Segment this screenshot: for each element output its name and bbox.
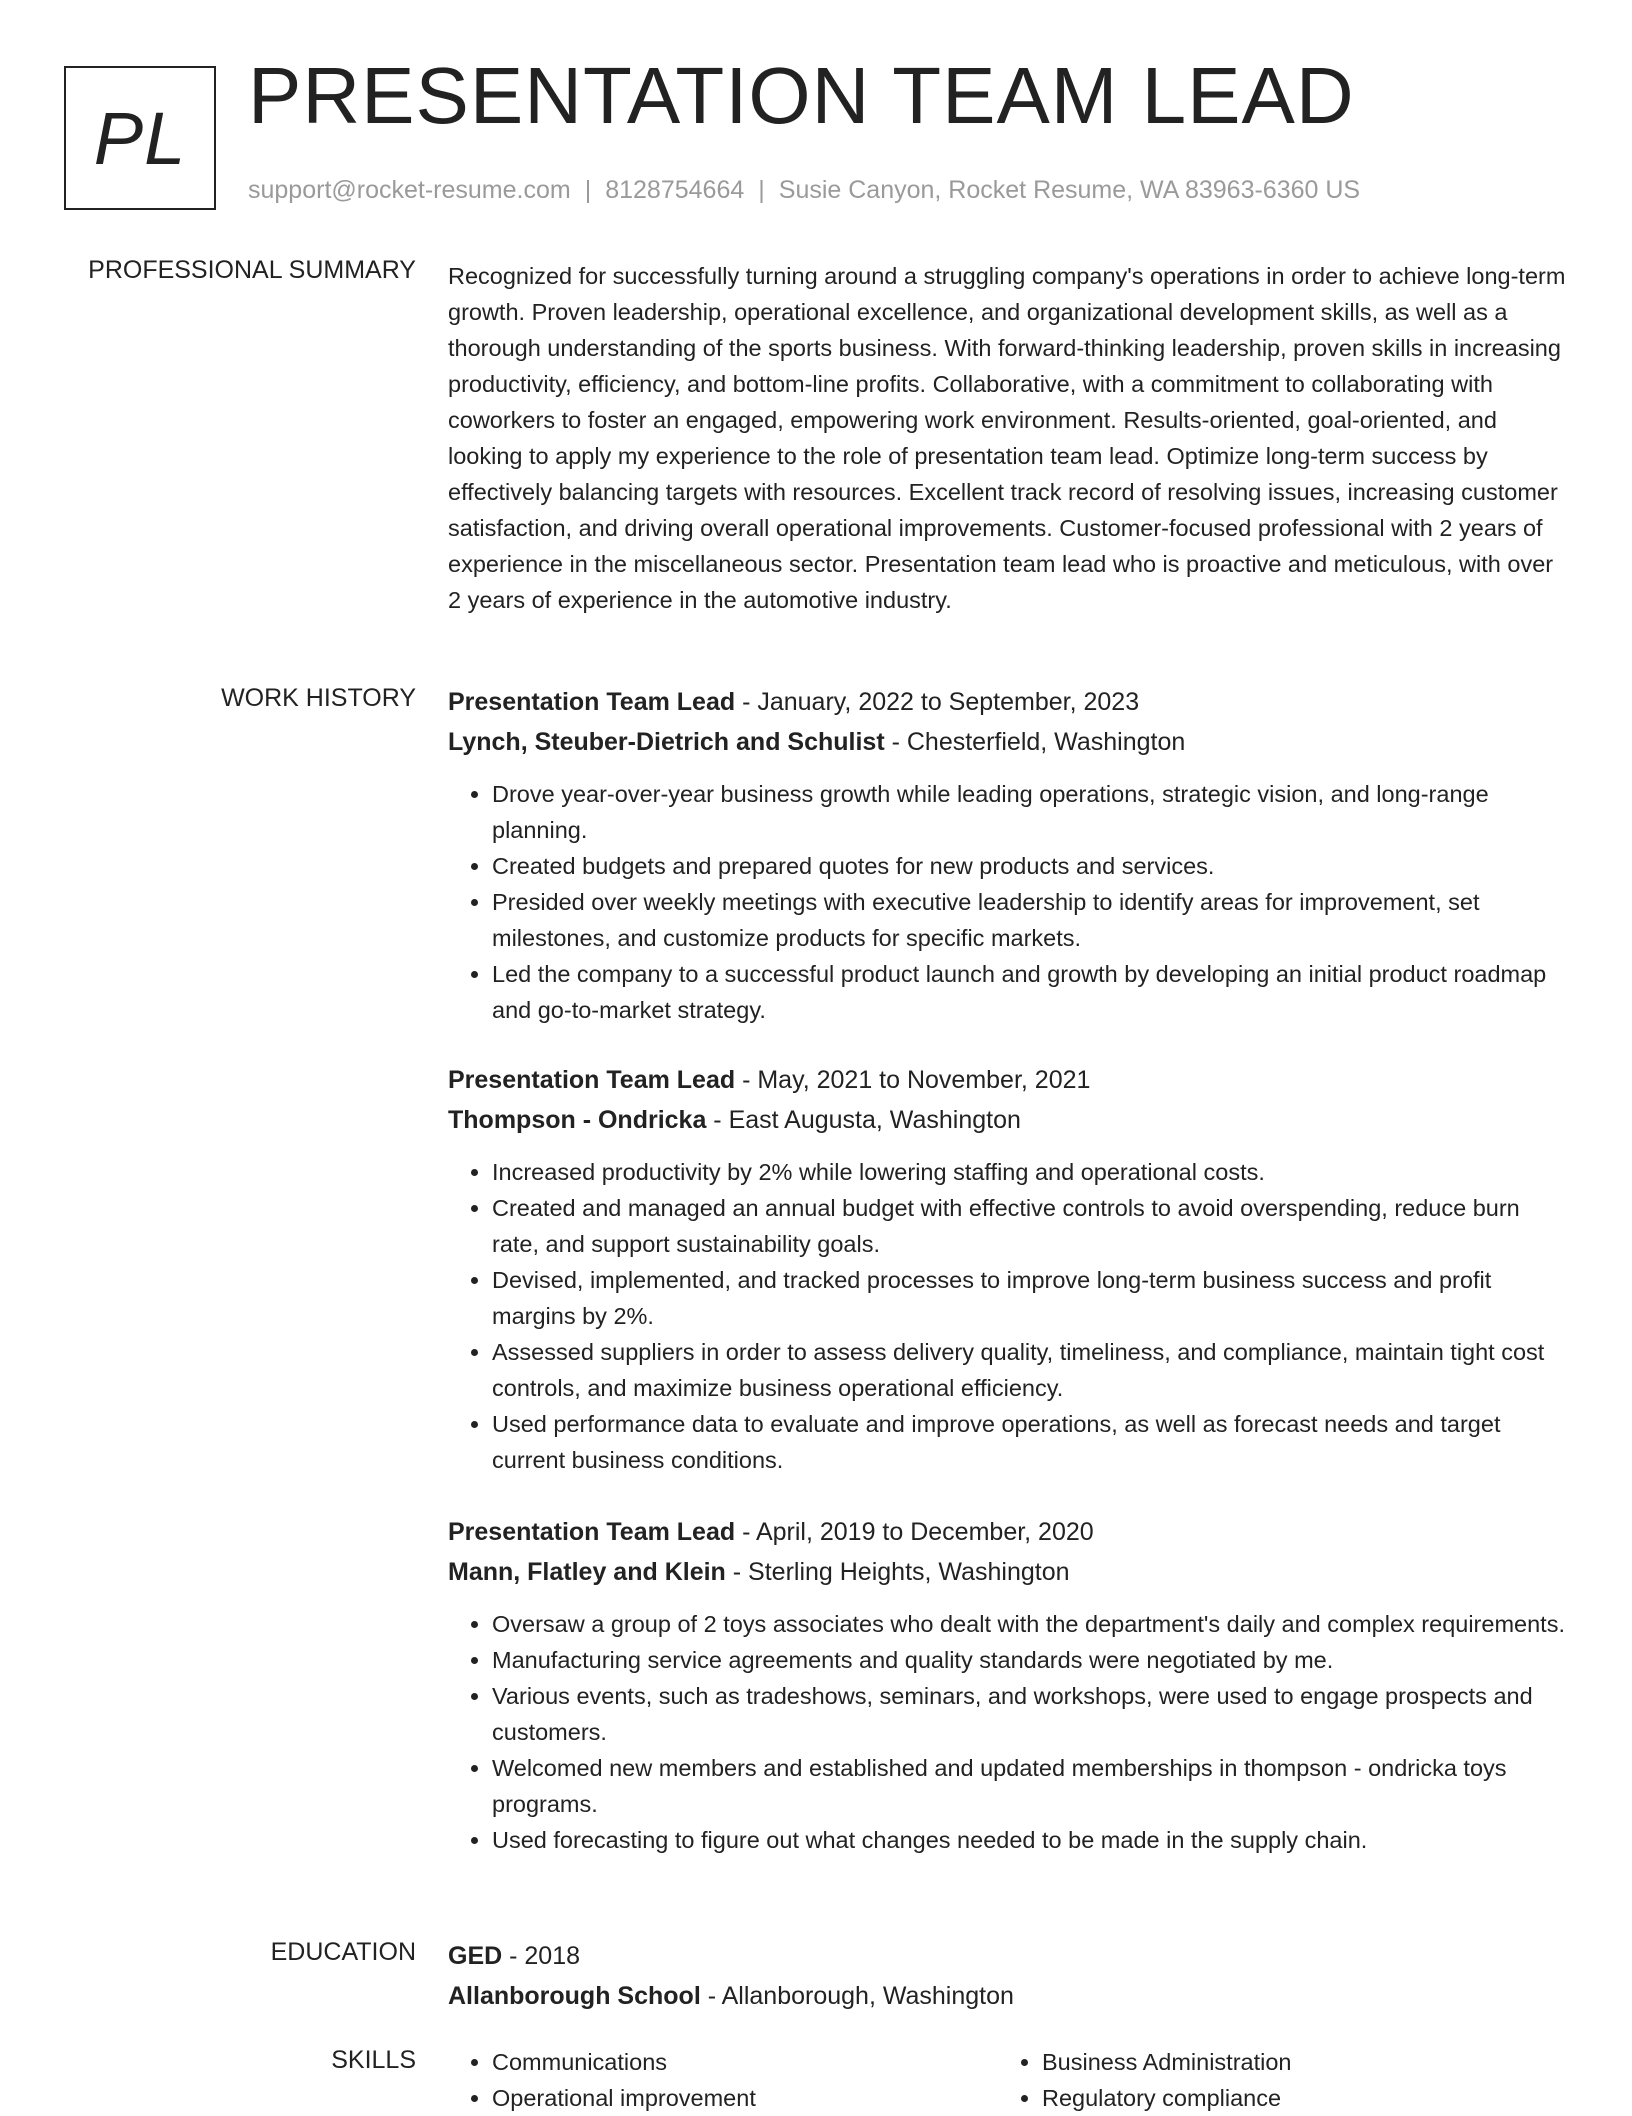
skills-grid [448, 2044, 1568, 2116]
list-item: • Used forecasting to figure out what changes needed to be made in the supply chain. [492, 1822, 1568, 1858]
job-company: Lynch, Steuber-Dietrich and Schulist [448, 728, 885, 756]
job-dates: - May, 2021 to November, 2021 [735, 1066, 1091, 1094]
list-item: • Assessed suppliers in order to assess delivery quality, timeliness, and compliance, maintain tight cost controls, and maximize business operational efficiency. [492, 1334, 1568, 1406]
monogram-box [64, 66, 216, 210]
education-degree: GED [448, 1942, 503, 1970]
list-item: • Regulatory compliance [1042, 2080, 1548, 2116]
job-company-line [448, 1100, 1568, 1140]
contact-line [248, 176, 1360, 205]
section-label-summary: PROFESSIONAL SUMMARY [88, 256, 416, 284]
list-item: • Business Administration [1042, 2044, 1548, 2080]
contact-address: Susie Canyon, Rocket Resume, WA 83963-6360 US [778, 176, 1361, 204]
education-school: Allanborough School [448, 1982, 701, 2010]
list-item: • Devised, implemented, and tracked processes to improve long-term business success and profit margins by 2%. [492, 1262, 1568, 1334]
list-item: • Communications [492, 2044, 998, 2080]
job-entry [448, 682, 1568, 1028]
summary-text: Recognized for successfully turning around a struggling company's operations in order to achieve long-term growth. Proven leadership, operational excellence, and organizational development skills, as well as a thorough understanding of the sports business. With forward-thinking leadership, proven skills in increasing productivity, efficiency, and bottom-line profits. Collaborative, with a commitment to collaborating with coworkers to foster an engaged, empowering work environment. Results-oriented, goal-oriented, and looking to apply my experience to the role of presentation team lead. Optimize long-term success by effectively balancing targets with resources. Excellent track record of resolving issues, increasing customer satisfaction, and driving overall operational improvements. Customer-focused professional with 2 years of experience in the miscellaneous sector. Presentation team lead who is proactive and meticulous, with over 2 years of experience in the automotive industry. [448, 263, 1566, 613]
section-label-skills: SKILLS [331, 2046, 416, 2074]
list-item: • Manufacturing service agreements and quality standards were negotiated by me. [492, 1642, 1568, 1678]
job-title-line [448, 682, 1568, 722]
page-title: PRESENTATION TEAM LEAD [248, 51, 1355, 140]
job-company-line [448, 722, 1568, 762]
education-year: - 2018 [502, 1942, 581, 1970]
section-label-education: EDUCATION [270, 1938, 416, 1966]
contact-email[interactable]: support@rocket-resume.com [248, 176, 571, 204]
job-company: Thompson - Ondricka [448, 1106, 707, 1134]
job-location: - Chesterfield, Washington [884, 728, 1186, 756]
list-item: • Led the company to a successful product launch and growth by developing an initial product roadmap and go-to-market strategy. [492, 956, 1568, 1028]
job-title-line [448, 1512, 1568, 1552]
list-item: • Used performance data to evaluate and improve operations, as well as forecast needs and target current business conditions. [492, 1406, 1568, 1478]
education-school-line [448, 1976, 1568, 2016]
job-bullets [448, 1154, 1568, 1478]
job-entry [448, 1060, 1568, 1478]
job-dates: - April, 2019 to December, 2020 [735, 1518, 1094, 1546]
education-degree-line [448, 1936, 1568, 1976]
list-item: • Various events, such as tradeshows, seminars, and workshops, were used to engage prospects and customers. [492, 1678, 1568, 1750]
job-location: - Sterling Heights, Washington [725, 1558, 1070, 1586]
list-item: • Increased productivity by 2% while lowering staffing and operational costs. [492, 1154, 1568, 1190]
contact-separator: | [758, 176, 765, 204]
list-item: • Drove year-over-year business growth while leading operations, strategic vision, and long-range planning. [492, 776, 1568, 848]
job-bullets [448, 776, 1568, 1028]
job-company-line [448, 1552, 1568, 1592]
job-entry [448, 1512, 1568, 1858]
skills-list-left [448, 2044, 998, 2116]
list-item: • Operational improvement [492, 2080, 998, 2116]
education-location: - Allanborough, Washington [700, 1982, 1014, 2010]
job-dates: - January, 2022 to September, 2023 [735, 688, 1140, 716]
list-item: • Oversaw a group of 2 toys associates who dealt with the department's daily and complex requirements. [492, 1606, 1568, 1642]
job-title-line [448, 1060, 1568, 1100]
job-location: - East Augusta, Washington [706, 1106, 1021, 1134]
list-item: • Created and managed an annual budget with effective controls to avoid overspending, reduce burn rate, and support sustainability goals. [492, 1190, 1568, 1262]
job-bullets [448, 1606, 1568, 1858]
list-item: • Welcomed new members and established and updated memberships in thompson - ondricka toys programs. [492, 1750, 1568, 1822]
job-title: Presentation Team Lead [448, 1518, 736, 1546]
contact-phone[interactable]: 8128754664 [605, 176, 745, 204]
education-entry [448, 1936, 1568, 2016]
contact-separator: | [584, 176, 592, 204]
monogram-initials: PL [93, 96, 187, 180]
job-title: Presentation Team Lead [448, 688, 736, 716]
list-item: • Created budgets and prepared quotes for new products and services. [492, 848, 1568, 884]
skills-list-right [998, 2044, 1548, 2116]
list-item: • Presided over weekly meetings with executive leadership to identify areas for improvement, set milestones, and customize products for specific markets. [492, 884, 1568, 956]
section-label-work-history: WORK HISTORY [221, 684, 416, 712]
job-company: Mann, Flatley and Klein [448, 1558, 726, 1586]
job-title: Presentation Team Lead [448, 1066, 736, 1094]
